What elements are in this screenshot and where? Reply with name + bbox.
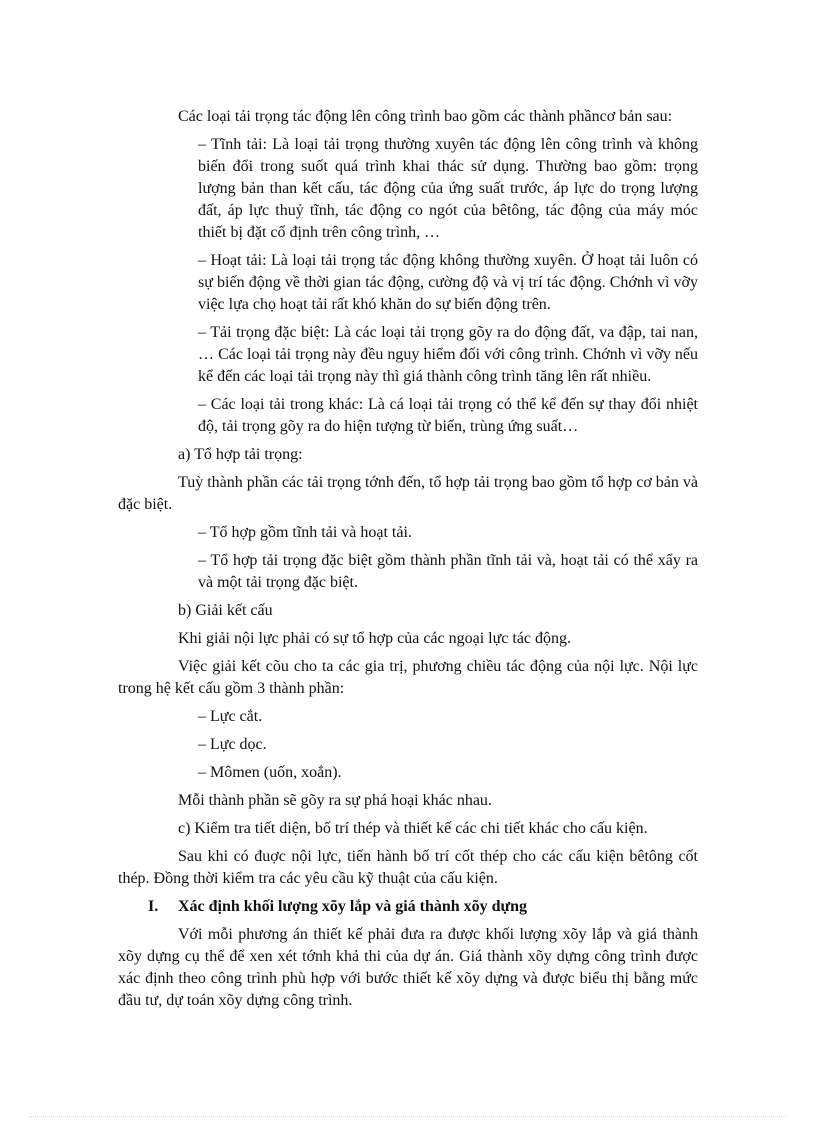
bullet-tinh-tai: – Tĩnh tải: Là loại tải trọng thường xuyên tác động lên công trình và không biến đổi trong suốt quá trình khai thác sử dụng. Thường bao gồm: trọng lượng bản than kết cấu, tác động của ứng suất trước, áp lực do trọng lượng đất, áp lực thuỷ tĩnh, tác động co ngót của bêtông, tác động của máy móc thiết bị đặt cố định trên công trình, … [198,136,698,241]
section-title: Xác định khối lượng xõy lắp và giá thành xõy dựng [178,898,528,915]
subheading-c: c) Kiểm tra tiết diện, bố trí thép và thiết kế các chi tiết khác cho cấu kiện. [178,820,648,837]
bullet-momen: – Mômen (uốn, xoắn). [198,764,342,781]
section-number: I. [148,898,159,915]
bullet-tai-trong-khac: – Các loại tải trong khác: Là cá loại tải trọng có thể kể đến sự thay đổi nhiệt độ, tải trọng gõy ra do hiện tượng từ biến, trùng ứng suất… [198,396,698,435]
paragraph-bo-tri-thep: Sau khi có đuợc nội lực, tiến hành bố trí cốt thép cho các cấu kiện bêtông cốt thép. Đồng thời kiểm tra các yêu cầu kỹ thuật của cấu kiện. [118,848,698,887]
paragraph-to-hop: Tuỳ thành phần các tải trọng tớnh đến, tổ hợp tải trọng bao gồm tổ hợp cơ bản và đặc biệt. [118,474,698,513]
intro-paragraph: Các loại tải trọng tác động lên công trình bao gồm các thành phầncơ bản sau: [178,108,673,125]
bullet-tai-trong-dac-biet: – Tải trọng đặc biệt: Là các loại tải trọng gõy ra do động đất, va đập, tai nan, … Các loại tải trọng này đều nguy hiểm đối với công trình. Chớnh vì vỡy nếu kể đến các loại tải trọng này thì giá thành công trình tăng lên rất nhiều. [198,324,698,385]
section-heading [148,896,698,918]
subheading-b: b) Giải kết cấu [178,602,273,619]
bullet-luc-doc: – Lực dọc. [198,736,267,753]
bullet-to-hop-co-ban: – Tổ hợp gồm tĩnh tải và hoạt tải. [198,524,412,541]
paragraph-giai-noi-luc: Khi giải nội lực phải có sự tổ hợp của các ngoại lực tác động. [178,630,572,647]
bullet-to-hop-dac-biet: – Tổ hợp tải trọng đặc biệt gồm thành phần tĩnh tải và, hoạt tải có thể xẩy ra và một tải trọng đặc biệt. [198,552,698,591]
paragraph-giai-ket-cau: Việc giải kết cõu cho ta các gia trị, phương chiều tác động của nội lực. Nội lực trong hệ kết cấu gồm 3 thành phần: [118,658,698,697]
bullet-hoat-tai: – Hoạt tải: Là loại tải trọng tác động không thường xuyên. Ở hoạt tải luôn có sự biến động về thời gian tác động, cường độ và vị trí tác động. Chớnh vì vỡy việc lựa chọ hoạt tải rất khó khăn do sự biến động trên. [198,252,698,313]
page-bottom-rule [30,1116,786,1117]
document-body [118,106,698,1018]
paragraph-pha-hoai: Mỗi thành phần sẽ gõy ra sự phá hoại khác nhau. [178,792,492,809]
closing-paragraph: Với mỗi phương án thiết kế phải đưa ra được khối lượng xõy lắp và giá thành xõy dựng cụ thể để xen xét tớnh khả thi của dự án. Giá thành xõy dựng công trình được xác định theo công trình phù hợp với bước thiết kế xõy dựng và được biểu thị bằng mức đầu tư, dự toán xõy dựng công trình. [118,926,698,1009]
bullet-luc-cat: – Lực cắt. [198,708,263,725]
subheading-a: a) Tổ hợp tải trọng: [178,446,303,463]
